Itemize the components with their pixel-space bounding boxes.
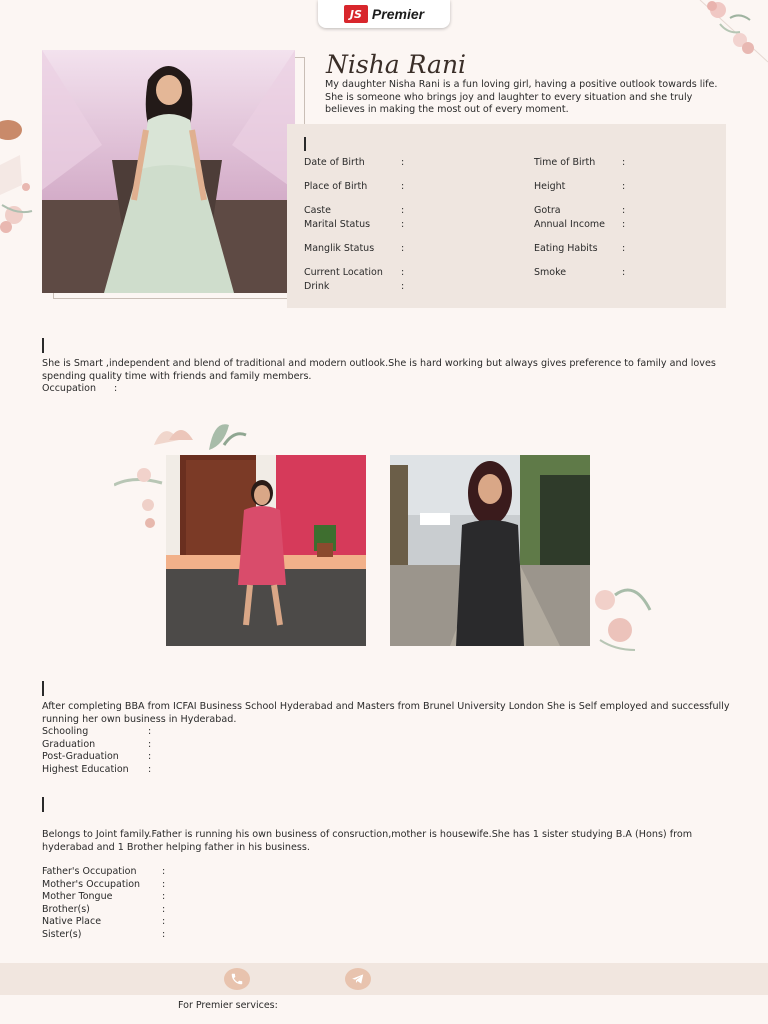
detail-label: Gotra — [534, 205, 561, 216]
education-label: Post-Graduation — [42, 751, 119, 763]
detail-label: Height — [534, 181, 566, 192]
family-text: Belongs to Joint family.Father is running his own business of consruction,mother is housewife.She has 1 sister studying B.A (Hons) from hyderabad and 1 Brother helping father in his business. — [42, 829, 693, 853]
detail-label: Annual Income — [534, 219, 605, 230]
detail-colon: : — [148, 726, 152, 737]
education-text: After completing BBA from ICFAI Business School Hyderabad and Masters from Brunel University London She is Self employed and successfully running her own business in Hyderabad. — [42, 701, 730, 725]
family-label: Brother(s) — [42, 903, 90, 915]
details-panel — [287, 124, 726, 308]
detail-colon: : — [162, 866, 166, 877]
floral-gallery-right-icon — [580, 570, 655, 660]
education-label: Graduation — [42, 738, 96, 750]
about-text: She is Smart ,independent and blend of traditional and modern outlook.She is hard working but always gives preference to family and loves spending quality time with friends and family members. — [42, 358, 716, 382]
detail-colon: : — [148, 751, 152, 763]
occupation-row — [42, 383, 117, 396]
gallery-photo-2 — [390, 455, 590, 646]
occupation-label: Occupation — [42, 383, 96, 394]
floral-top-right-icon — [690, 0, 768, 70]
detail-label: Current Location — [304, 267, 383, 278]
detail-colon: : — [622, 219, 626, 230]
detail-colon: : — [622, 157, 626, 168]
floral-left-icon — [0, 115, 42, 250]
footer-band — [0, 963, 768, 995]
detail-colon: : — [162, 903, 166, 915]
section-marker — [42, 681, 44, 696]
family-label: Native Place — [42, 916, 102, 928]
family-label: Mother's Occupation — [42, 878, 141, 890]
education-label: Highest Education — [42, 763, 129, 775]
detail-colon: : — [401, 157, 405, 168]
detail-label: Time of Birth — [534, 157, 596, 168]
education-label: Schooling — [42, 726, 89, 737]
detail-colon: : — [401, 243, 405, 254]
profile-photo — [42, 50, 295, 293]
detail-colon: : — [162, 916, 166, 928]
family-label: Sister(s) — [42, 928, 82, 940]
detail-colon: : — [622, 267, 626, 278]
detail-colon: : — [401, 281, 405, 292]
family-label: Mother Tongue — [42, 891, 113, 903]
detail-colon: : — [622, 205, 626, 216]
telegram-icon[interactable] — [345, 968, 371, 990]
gallery-photo-1 — [166, 455, 366, 646]
brand-logo — [318, 0, 450, 28]
phone-icon[interactable] — [224, 968, 250, 990]
logo-mark: JS — [344, 5, 368, 23]
detail-label: Place of Birth — [304, 181, 368, 192]
detail-label: Smoke — [534, 267, 567, 278]
detail-label: Caste — [304, 205, 331, 216]
detail-label: Date of Birth — [304, 157, 365, 168]
detail-colon: : — [162, 928, 166, 940]
detail-colon: : — [401, 219, 405, 230]
detail-colon: : — [401, 267, 405, 278]
section-marker — [304, 137, 306, 151]
detail-colon: : — [162, 891, 166, 903]
detail-label: Drink — [304, 281, 330, 292]
family-label: Father's Occupation — [42, 866, 137, 877]
detail-colon: : — [401, 205, 405, 216]
detail-colon: : — [401, 181, 405, 192]
section-marker — [42, 797, 44, 812]
family-fields — [42, 866, 165, 942]
section-marker — [42, 338, 44, 353]
detail-colon: : — [622, 181, 626, 192]
footer-note: For Premier services: — [178, 1000, 278, 1011]
detail-colon: : — [148, 738, 152, 750]
education-fields — [42, 726, 151, 776]
profile-name: Nisha Rani — [326, 50, 467, 79]
detail-label: Manglik Status — [304, 243, 375, 254]
logo-text: Premier — [371, 6, 425, 22]
detail-label: Eating Habits — [534, 243, 598, 254]
detail-colon: : — [114, 383, 118, 394]
detail-label: Marital Status — [304, 219, 371, 230]
profile-intro: My daughter Nisha Rani is a fun loving girl, having a positive outlook towards life. She is someone who brings joy and laughter to every situation and she truly believes in making the most out of every moment. — [325, 79, 718, 115]
detail-colon: : — [148, 763, 152, 775]
detail-colon: : — [622, 243, 626, 254]
detail-colon: : — [162, 878, 166, 890]
